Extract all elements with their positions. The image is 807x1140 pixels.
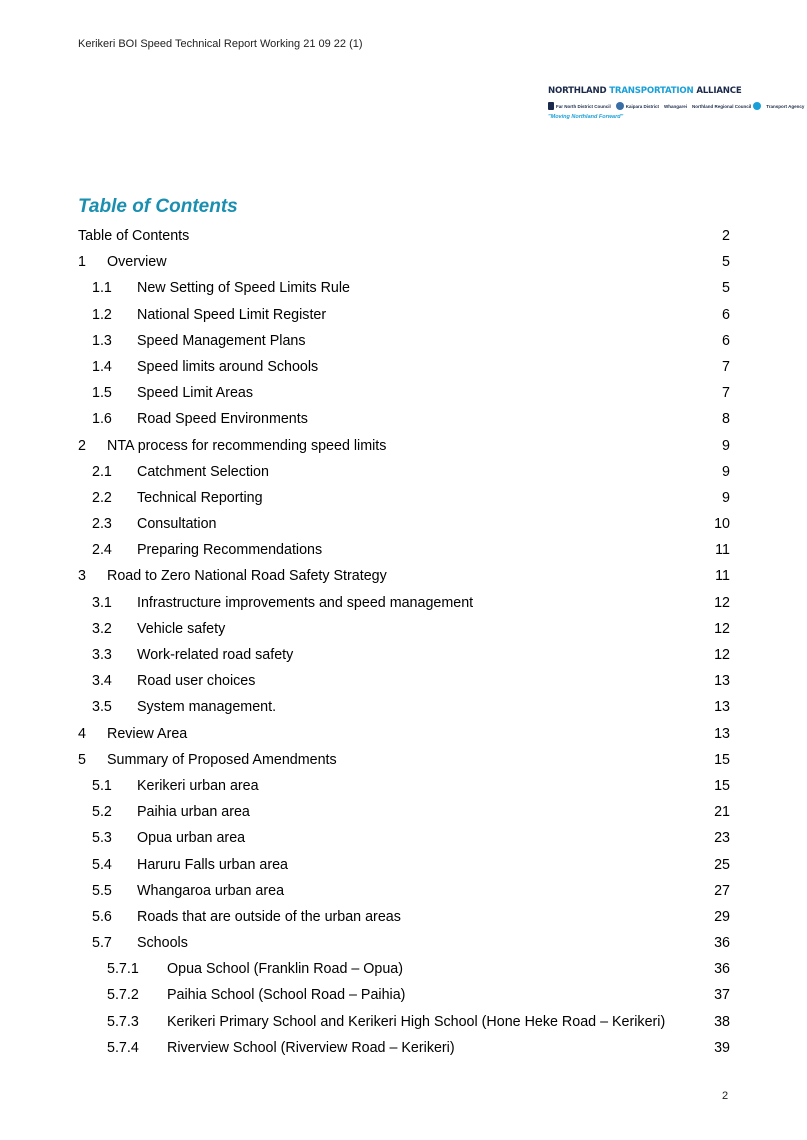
toc-entry[interactable] xyxy=(78,486,732,512)
toc-entry-page: 11 xyxy=(715,568,730,585)
toc-entry-page: 2 xyxy=(722,228,730,244)
toc-entry-label: Infrastructure improvements and speed management xyxy=(137,594,474,611)
toc-entry-page: 6 xyxy=(722,332,730,349)
toc-entry-page: 12 xyxy=(714,594,730,611)
toc-entry-number: 3 xyxy=(78,568,86,585)
logo-partner-marks xyxy=(548,100,805,112)
toc-entry-page: 5 xyxy=(722,280,730,297)
toc-entry-label: Technical Reporting xyxy=(137,489,263,506)
toc-entry-label: Schools xyxy=(137,935,188,952)
toc-entry-page: 11 xyxy=(715,542,730,559)
toc-entry-page: 27 xyxy=(714,882,730,899)
toc-entry-label: Riverview School (Riverview Road – Kerikeri) xyxy=(167,1039,455,1056)
toc-entry[interactable] xyxy=(78,800,732,826)
toc-entry-label: Haruru Falls urban area xyxy=(137,856,288,873)
toc-entry-label: Road user choices xyxy=(137,673,256,690)
toc-entry[interactable] xyxy=(78,250,732,276)
toc-entry-label: Paihia urban area xyxy=(137,804,250,821)
toc-entry-number: 2.3 xyxy=(92,516,112,533)
toc-entry-page: 37 xyxy=(714,987,730,1004)
toc-entry[interactable] xyxy=(78,617,732,643)
toc-entry-label: Speed limits around Schools xyxy=(137,358,319,375)
toc-entry-page: 21 xyxy=(714,804,730,821)
toc-entry[interactable] xyxy=(78,460,732,486)
toc-entry[interactable] xyxy=(78,381,732,407)
toc-entry-page: 15 xyxy=(714,751,730,768)
toc-entry-number: 1.5 xyxy=(92,385,112,402)
toc-entry-page: 29 xyxy=(714,908,730,925)
toc-entry-number: 5.7.1 xyxy=(107,961,139,978)
toc-entry[interactable] xyxy=(78,669,732,695)
toc-entry[interactable] xyxy=(78,224,732,250)
partner-whangarei-logo: Whangarei xyxy=(664,103,688,109)
toc-entry-label: New Setting of Speed Limits Rule xyxy=(137,280,350,297)
toc-entry-number: 3.4 xyxy=(92,673,112,690)
partner-northland-regional-logo: Northland Regional Council xyxy=(692,100,761,112)
toc-entry-page: 39 xyxy=(714,1039,730,1056)
toc-entry[interactable] xyxy=(78,931,732,957)
toc-entry[interactable] xyxy=(78,853,732,879)
logo-title-northland: NORTHLAND xyxy=(548,86,607,96)
toc-entry[interactable] xyxy=(78,303,732,329)
toc-entry-label: Catchment Selection xyxy=(137,463,269,480)
toc-entry[interactable] xyxy=(78,591,732,617)
toc-entry-page: 13 xyxy=(714,673,730,690)
toc-entry-label: Paihia School (School Road – Paihia) xyxy=(167,987,406,1004)
toc-entry-number: 3.5 xyxy=(92,699,112,716)
toc-entry-page: 9 xyxy=(722,437,730,454)
toc-entry-label: NTA process for recommending speed limits xyxy=(107,437,387,454)
toc-entry-label: Preparing Recommendations xyxy=(137,542,323,559)
toc-entry-page: 8 xyxy=(722,411,730,428)
toc-entry[interactable] xyxy=(78,434,732,460)
logo-tagline: "Moving Northland Forward" xyxy=(548,114,624,120)
toc-entry[interactable] xyxy=(78,355,732,381)
toc-entry-number: 2.4 xyxy=(92,542,112,559)
toc-entry-page: 38 xyxy=(714,1013,730,1030)
toc-entry-number: 5.5 xyxy=(92,882,112,899)
toc-entry-page: 9 xyxy=(722,463,730,480)
toc-entry-label: Road Speed Environments xyxy=(137,411,308,428)
toc-entry-label: Consultation xyxy=(137,516,217,533)
toc-entry-page: 5 xyxy=(722,254,730,271)
toc-entry-page: 10 xyxy=(714,516,730,533)
toc-entry-number: 3.3 xyxy=(92,647,112,663)
page-number: 2 xyxy=(722,1090,729,1102)
toc-entry-number: 2 xyxy=(78,437,86,454)
toc-heading: Table of Contents xyxy=(78,196,238,217)
toc-entry-number: 5.3 xyxy=(92,830,112,847)
toc-entry-number: 1.2 xyxy=(92,306,112,323)
toc-entry-page: 9 xyxy=(722,489,730,506)
toc-entry-page: 13 xyxy=(714,699,730,716)
toc-entry-number: 2.2 xyxy=(92,489,112,506)
toc-entry-number: 1.3 xyxy=(92,332,112,349)
toc-entry-page: 25 xyxy=(714,856,730,873)
toc-entry-number: 5.7.4 xyxy=(107,1039,139,1056)
toc-entry-label: Review Area xyxy=(107,725,188,742)
partner-far-north-logo: Far North District Council xyxy=(548,100,611,112)
toc-entry[interactable] xyxy=(78,826,732,852)
toc-entry-number: 3.1 xyxy=(92,594,112,611)
logo-title-transportation: TRANSPORTATION xyxy=(609,86,694,96)
toc-entry[interactable] xyxy=(78,1010,732,1036)
toc-entry-page: 15 xyxy=(714,777,730,794)
partner-transport-agency-logo: Transport Agency xyxy=(766,103,805,109)
toc-entry-number: 3.2 xyxy=(92,620,112,637)
toc-entry-number: 5.4 xyxy=(92,856,112,873)
toc-entry-label: Opua urban area xyxy=(137,830,246,847)
toc-entry-page: 7 xyxy=(722,385,730,402)
toc-entry-number: 1.4 xyxy=(92,358,112,375)
toc-entry-page: 6 xyxy=(722,306,730,323)
toc-entry-label: Table of Contents xyxy=(78,228,190,244)
toc-entry[interactable] xyxy=(78,1036,732,1062)
toc-entry[interactable] xyxy=(78,276,732,302)
toc-entry[interactable] xyxy=(78,879,732,905)
toc-entry-label: Vehicle safety xyxy=(137,620,226,637)
toc-entry[interactable] xyxy=(78,512,732,538)
toc-entry-label: Opua School (Franklin Road – Opua) xyxy=(167,961,404,978)
partner-kaipara-logo: Kaipara District xyxy=(616,100,659,112)
toc-entry-label: Whangaroa urban area xyxy=(137,882,285,899)
toc-entry-label: Overview xyxy=(107,254,167,271)
toc-entry-label: Roads that are outside of the urban areas xyxy=(137,908,401,925)
toc-entry[interactable] xyxy=(78,407,732,433)
toc-entry-label: Kerikeri Primary School and Kerikeri High School (Hone Heke Road – Kerikeri) xyxy=(167,1013,666,1030)
toc-entry-number: 5.7.3 xyxy=(107,1013,139,1030)
toc-entry-number: 4 xyxy=(78,725,86,742)
toc-entry-page: 12 xyxy=(714,647,730,663)
toc-entry-number: 5.7.2 xyxy=(107,987,139,1004)
toc-entry[interactable] xyxy=(78,722,732,748)
toc-entry-label: National Speed Limit Register xyxy=(137,306,327,323)
toc-list xyxy=(78,224,732,1062)
northland-transportation-alliance-logo xyxy=(548,86,805,136)
logo-title xyxy=(548,86,742,96)
toc-entry-label: System management. xyxy=(137,699,277,716)
toc-entry-label: Summary of Proposed Amendments xyxy=(107,751,337,768)
toc-entry[interactable] xyxy=(78,329,732,355)
toc-entry[interactable] xyxy=(78,957,732,983)
toc-entry-number: 2.1 xyxy=(92,463,112,480)
toc-entry-page: 36 xyxy=(714,935,730,952)
toc-entry[interactable] xyxy=(78,748,732,774)
toc-entry-page: 23 xyxy=(714,830,730,847)
logo-title-alliance: ALLIANCE xyxy=(696,86,742,96)
toc-entry[interactable] xyxy=(78,983,732,1009)
toc-entry-number: 1 xyxy=(78,254,86,271)
toc-entry-number: 5 xyxy=(78,751,86,768)
toc-entry-number: 5.7 xyxy=(92,935,112,952)
toc-entry[interactable] xyxy=(78,643,732,669)
toc-entry-number: 1.6 xyxy=(92,411,112,428)
toc-entry-number: 5.2 xyxy=(92,804,112,821)
toc-entry[interactable] xyxy=(78,695,732,721)
toc-entry-page: 36 xyxy=(714,961,730,978)
toc-entry-number: 1.1 xyxy=(92,280,112,297)
toc-entry[interactable] xyxy=(78,564,732,590)
toc-entry-number: 5.1 xyxy=(92,777,112,794)
toc-entry-label: Road to Zero National Road Safety Strategy xyxy=(107,568,387,585)
toc-entry-label: Work-related road safety xyxy=(137,647,294,663)
toc-entry-page: 13 xyxy=(714,725,730,742)
toc-entry-page: 12 xyxy=(714,620,730,637)
document-header-title: Kerikeri BOI Speed Technical Report Working 21 09 22 (1) xyxy=(78,38,363,50)
toc-entry[interactable] xyxy=(78,774,732,800)
toc-entry[interactable] xyxy=(78,905,732,931)
toc-entry-label: Speed Limit Areas xyxy=(137,385,254,402)
toc-entry-page: 7 xyxy=(722,358,730,375)
toc-entry-label: Kerikeri urban area xyxy=(137,777,259,794)
toc-entry[interactable] xyxy=(78,538,732,564)
toc-entry-label: Speed Management Plans xyxy=(137,332,306,349)
toc-entry-number: 5.6 xyxy=(92,908,112,925)
